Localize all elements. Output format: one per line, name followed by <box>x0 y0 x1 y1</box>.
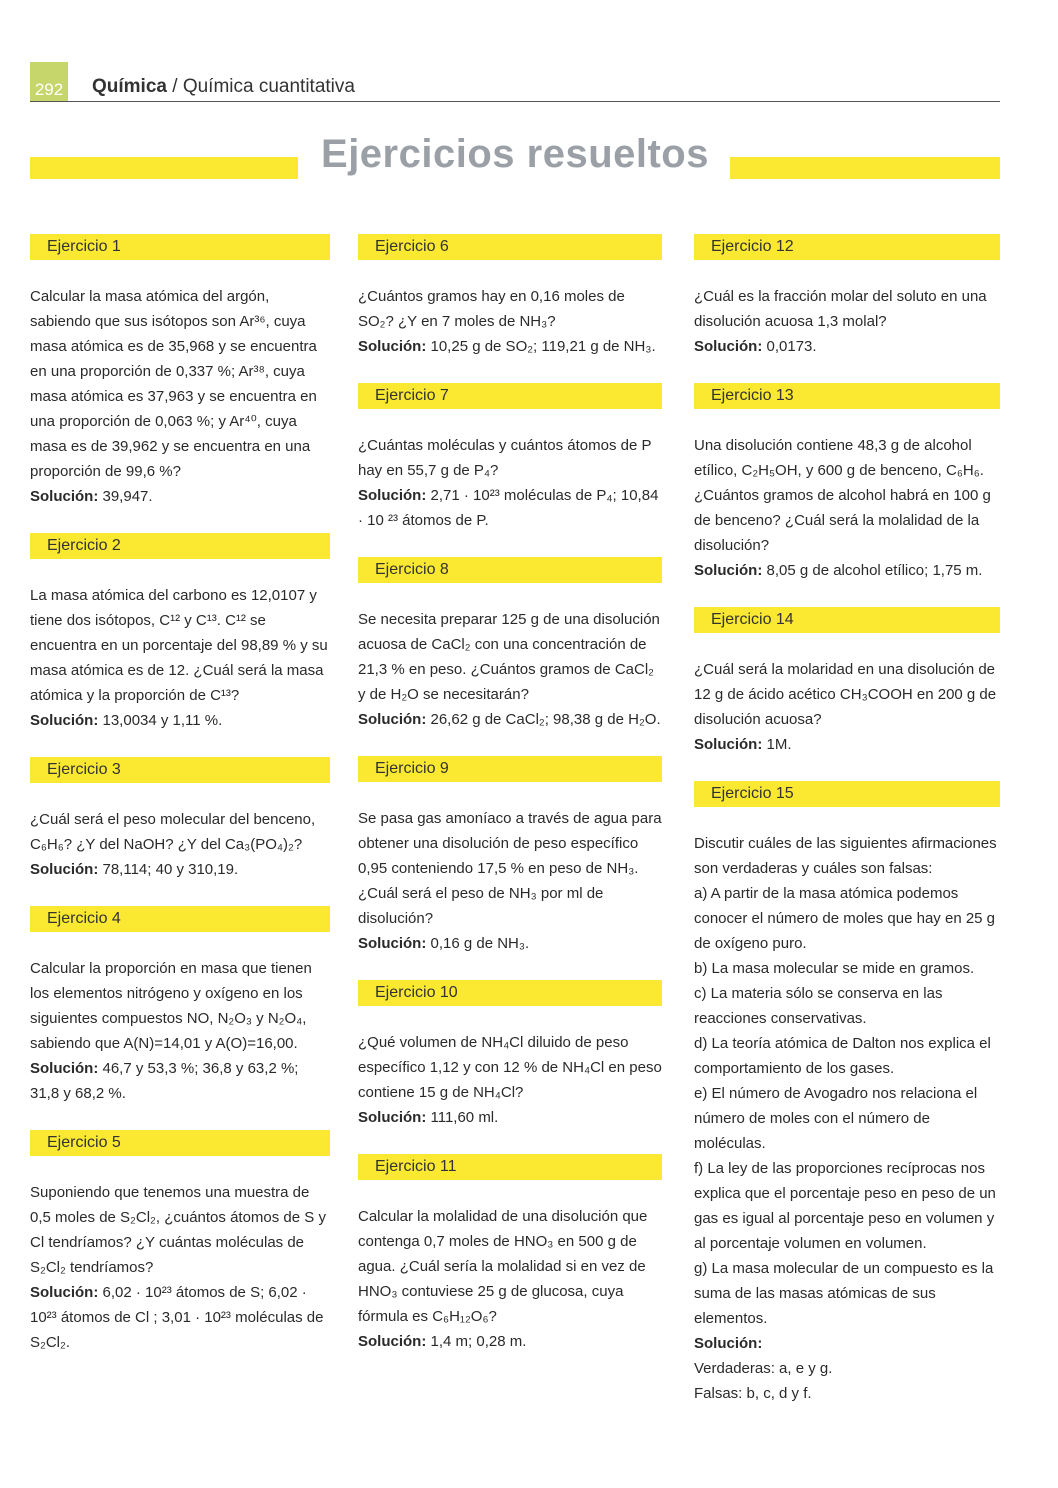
statement-item: c) La materia sólo se conserva en las reacciones conservativas. <box>694 985 943 1027</box>
solution <box>694 732 1000 757</box>
solution-label: Solución: <box>358 935 427 952</box>
column-3 <box>694 234 1000 1430</box>
solution-label: Solución: <box>694 1335 763 1352</box>
solution-label: Solución: <box>30 488 99 505</box>
solution-label: Solución: <box>30 1284 99 1301</box>
header-section-rest: / Química cuantitativa <box>166 76 355 97</box>
solution-label: Solución: <box>694 338 763 355</box>
header-section-bold: Química <box>92 76 167 97</box>
solution-value: 46,7 y 53,3 %; 36,8 y 63,2 %; 31,8 y 68,2 %. <box>30 1060 299 1102</box>
exercise-text: ¿Cuál es la fracción molar del soluto en una disolución acuosa 1,3 molal? <box>694 288 987 330</box>
solution-value: 111,60 ml. <box>426 1109 499 1126</box>
exercise-text: ¿Cuál será el peso molecular del benceno, C₆H₆? ¿Y del NaOH? ¿Y del Ca₃(PO₄)₂? <box>30 811 316 853</box>
solution-label: Solución: <box>30 1060 99 1077</box>
solution <box>694 334 1000 359</box>
exercise-text: Calcular la molalidad de una disolución que contenga 0,7 moles de HNO₃ en 500 g de agua. ¿Cuál sería la molalidad si en vez de HNO₃ contuviese 25 g de glucosa, cuya fórmula es C₆H₁₂O₆? <box>358 1208 648 1325</box>
exercise-heading: Ejercicio 2 <box>30 533 330 559</box>
exercise-text: Discutir cuáles de las siguientes afirmaciones son verdaderas y cuáles son falsas: <box>694 835 997 877</box>
solution <box>30 1280 330 1355</box>
exercise-heading: Ejercicio 15 <box>694 781 1000 807</box>
running-header <box>92 76 355 98</box>
solution-label: Solución: <box>358 711 427 728</box>
solution-value: 78,114; 40 y 310,19. <box>98 861 239 878</box>
solution-label: Solución: <box>358 1109 427 1126</box>
solution-label: Solución: <box>358 1333 427 1350</box>
solution-label: Solución: <box>30 861 99 878</box>
exercise-body <box>358 806 662 956</box>
solution-value: 2,71 · 10²³ moléculas de P₄; 10,84 · 10 ²³ átomos de P. <box>358 487 659 529</box>
solution <box>358 1329 662 1354</box>
solution <box>30 857 330 882</box>
statement-item: a) A partir de la masa atómica podemos conocer el número de moles que hay en 25 g de oxígeno puro. <box>694 885 996 952</box>
exercise-heading: Ejercicio 8 <box>358 557 662 583</box>
solution <box>694 558 1000 583</box>
exercise-heading: Ejercicio 11 <box>358 1154 662 1180</box>
exercise-text: ¿Cuántos gramos hay en 0,16 moles de SO₂? ¿Y en 7 moles de NH₃? <box>358 288 625 330</box>
solution <box>358 931 662 956</box>
exercise-heading: Ejercicio 14 <box>694 607 1000 633</box>
statement-item: g) La masa molecular de un compuesto es la suma de las masas atómicas de sus elementos. <box>694 1260 994 1327</box>
exercise-body <box>694 831 1000 1406</box>
page-title: Ejercicios resueltos <box>321 132 709 176</box>
solution-line: Verdaderas: a, e y g. <box>694 1360 833 1377</box>
exercise-heading: Ejercicio 13 <box>694 383 1000 409</box>
exercise-heading: Ejercicio 1 <box>30 234 330 260</box>
exercise-text: ¿Cuántas moléculas y cuántos átomos de P hay en 55,7 g de P₄? <box>358 437 652 479</box>
statement-item: b) La masa molecular se mide en gramos. <box>694 960 975 977</box>
exercise-text: ¿Cuál será la molaridad en una disolución de 12 g de ácido acético CH₃COOH en 200 g de disolución acuosa? <box>694 661 997 728</box>
exercise-text: La masa atómica del carbono es 12,0107 y tiene dos isótopos, C¹² y C¹³. C¹² se encuentra en un porcentaje del 98,89 % y su masa atómica es de 12. ¿Cuál será la masa atómica y la proporción de C¹³? <box>30 587 328 704</box>
solution-value: 39,947. <box>98 488 153 505</box>
solution-line: Falsas: b, c, d y f. <box>694 1385 812 1402</box>
exercise-heading: Ejercicio 9 <box>358 756 662 782</box>
exercise-text: Suponiendo que tenemos una muestra de 0,5 moles de S₂Cl₂, ¿cuántos átomos de S y Cl tendríamos? ¿Y cuántas moléculas de S₂Cl₂ tendríamos? <box>30 1184 326 1276</box>
exercise-text: Calcular la proporción en masa que tienen los elementos nitrógeno y oxígeno en los siguientes compuestos NO, N₂O₃ y N₂O₄, sabiendo que A(N)=14,01 y A(O)=16,00. <box>30 960 312 1052</box>
solution-value: 6,02 · 10²³ átomos de S; 6,02 · 10²³ átomos de Cl ; 3,01 · 10²³ moléculas de S₂Cl₂. <box>30 1284 324 1351</box>
solution-value: 8,05 g de alcohol etílico; 1,75 m. <box>762 562 983 579</box>
solution-label: Solución: <box>694 562 763 579</box>
exercise-text: Calcular la masa atómica del argón, sabiendo que sus isótopos son Ar³⁶, cuya masa atómica es de 35,968 y se encuentra en una proporción de 0,337 %; Ar³⁸, cuya masa atómica es 37,963 y se encuentra en una proporción de 0,063 %; y Ar⁴⁰, cuya masa es de 39,962 y se encuentra en una proporción de 99,6 %? <box>30 288 317 480</box>
exercise-body <box>358 607 662 732</box>
solution <box>30 1056 330 1106</box>
solution-value: 1M. <box>762 736 792 753</box>
exercise-body <box>30 583 330 733</box>
exercise-heading: Ejercicio 7 <box>358 383 662 409</box>
exercise-heading: Ejercicio 10 <box>358 980 662 1006</box>
exercise-body <box>30 956 330 1106</box>
exercise-body <box>694 657 1000 757</box>
exercise-body <box>30 807 330 882</box>
column-1 <box>30 234 330 1379</box>
exercise-body <box>358 433 662 533</box>
solution-value: 0,16 g de NH₃. <box>426 935 530 952</box>
statement-item: d) La teoría atómica de Dalton nos explica el comportamiento de los gases. <box>694 1035 991 1077</box>
exercise-body <box>358 1030 662 1130</box>
exercise-heading: Ejercicio 5 <box>30 1130 330 1156</box>
exercise-body <box>358 1204 662 1354</box>
exercise-body <box>694 284 1000 359</box>
solution-value: 0,0173. <box>762 338 817 355</box>
exercise-text: Una disolución contiene 48,3 g de alcohol etílico, C₂H₅OH, y 600 g de benceno, C₆H₆. ¿Cuántos gramos de alcohol habrá en 100 g de benceno? ¿Cuál será la molalidad de la disolución? <box>694 437 991 554</box>
solution-label: Solución: <box>30 712 99 729</box>
solution-value: 10,25 g de SO₂; 119,21 g de NH₃. <box>426 338 656 355</box>
exercise-text: ¿Qué volumen de NH₄Cl diluido de peso específico 1,12 y con 12 % de NH₄Cl en peso contiene 15 g de NH₄Cl? <box>358 1034 662 1101</box>
solution <box>694 1331 1000 1356</box>
solution-value: 13,0034 y 1,11 %. <box>98 712 223 729</box>
exercise-body <box>30 1180 330 1355</box>
solution-label: Solución: <box>358 487 427 504</box>
solution <box>30 708 330 733</box>
exercise-heading: Ejercicio 4 <box>30 906 330 932</box>
title-bar-right <box>730 157 1000 179</box>
exercise-heading: Ejercicio 3 <box>30 757 330 783</box>
solution <box>358 1105 662 1130</box>
header-rule <box>30 101 1000 102</box>
statement-item: e) El número de Avogadro nos relaciona el número de moles con el número de moléculas. <box>694 1085 978 1152</box>
solution <box>358 707 662 732</box>
solution <box>358 334 662 359</box>
exercise-body <box>30 284 330 509</box>
page-number: 292 <box>30 62 68 102</box>
title-bar-left <box>30 157 298 179</box>
exercise-body <box>358 284 662 359</box>
solution-value: 26,62 g de CaCl₂; 98,38 g de H₂O. <box>426 711 661 728</box>
exercise-text: Se pasa gas amoníaco a través de agua para obtener una disolución de peso específico 0,95 conteniendo 17,5 % en peso de NH₃. ¿Cuál será el peso de NH₃ por ml de disolución? <box>358 810 662 927</box>
solution-label: Solución: <box>694 736 763 753</box>
solution-value: 1,4 m; 0,28 m. <box>426 1333 527 1350</box>
solution-label: Solución: <box>358 338 427 355</box>
column-2 <box>358 234 662 1378</box>
exercise-text: Se necesita preparar 125 g de una disolución acuosa de CaCl₂ con una concentración de 21,3 % en peso. ¿Cuántos gramos de CaCl₂ y de H₂O se necesitarán? <box>358 611 660 703</box>
exercise-heading: Ejercicio 6 <box>358 234 662 260</box>
statement-item: f) La ley de las proporciones recíprocas nos explica que el porcentaje peso en peso de un gas es igual al porcentaje peso en volumen y al porcentaje volumen en volumen. <box>694 1160 996 1252</box>
solution <box>358 483 662 533</box>
exercise-heading: Ejercicio 12 <box>694 234 1000 260</box>
exercise-body <box>694 433 1000 583</box>
solution <box>30 484 330 509</box>
